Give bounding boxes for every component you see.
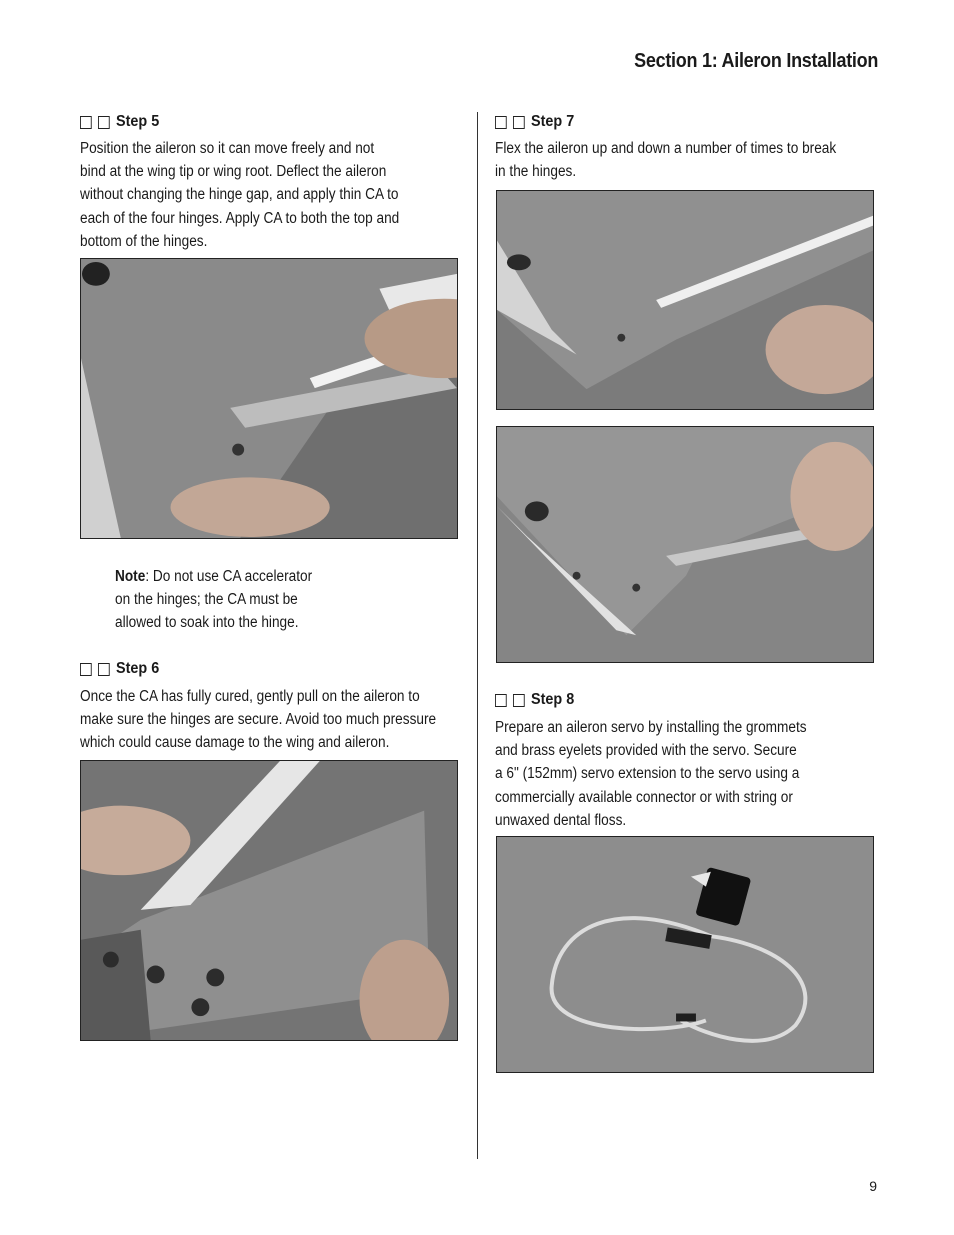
photo-flexing-aileron-up — [496, 190, 874, 410]
checkbox-icon[interactable] — [80, 663, 92, 676]
photo-pulling-aileron — [80, 760, 458, 1041]
step-8-text: Prepare an aileron servo by installing the grommets and brass eyelets provided with the servo. Secure a 6" (152mm) servo extension to the servo using a commercially available connector or with string or unwaxed dental floss. — [495, 719, 807, 829]
step-5-label: Step 5 — [116, 113, 160, 130]
step-7-text: Flex the aileron up and down a number of times to break in the hinges. — [495, 140, 837, 181]
photo-flexing-aileron-down — [496, 426, 874, 663]
step-6-label: Step 6 — [116, 660, 160, 677]
photo-servo-with-extension — [496, 836, 874, 1073]
checkbox-icon[interactable] — [98, 663, 110, 676]
checkbox-icon[interactable] — [495, 116, 507, 129]
step-5-text: Position the aileron so it can move freely and not bind at the wing tip or wing root. Deflect the aileron without changing the hinge gap, and apply thin CA to each of the four hinges. Apply CA to both the top and bottom of the hinges. — [80, 140, 400, 250]
step-6-heading — [80, 660, 159, 678]
checkbox-icon[interactable] — [80, 116, 92, 129]
note-text — [115, 565, 312, 634]
section-title: Section 1: Aileron Installation — [633, 50, 878, 72]
step-8-heading — [495, 691, 574, 709]
note-body: : Do not use CA accelerator on the hinges; the CA must be allowed to soak into the hinge. — [115, 568, 313, 631]
page-number: 9 — [869, 1178, 877, 1194]
checkbox-icon[interactable] — [513, 116, 525, 129]
step-5-heading — [80, 113, 159, 131]
step-7-heading — [495, 113, 574, 131]
step-8-label: Step 8 — [531, 691, 575, 708]
step-7-label: Step 7 — [531, 113, 575, 130]
note-label: Note — [115, 568, 146, 585]
checkbox-icon[interactable] — [98, 116, 110, 129]
step-6-text: Once the CA has fully cured, gently pull on the aileron to make sure the hinges are secure. Avoid too much pressure which could cause damage to the wing and aileron. — [80, 688, 437, 752]
checkbox-icon[interactable] — [513, 694, 525, 707]
column-divider — [477, 112, 478, 1159]
photo-applying-ca-to-hinges — [80, 258, 458, 539]
checkbox-icon[interactable] — [495, 694, 507, 707]
